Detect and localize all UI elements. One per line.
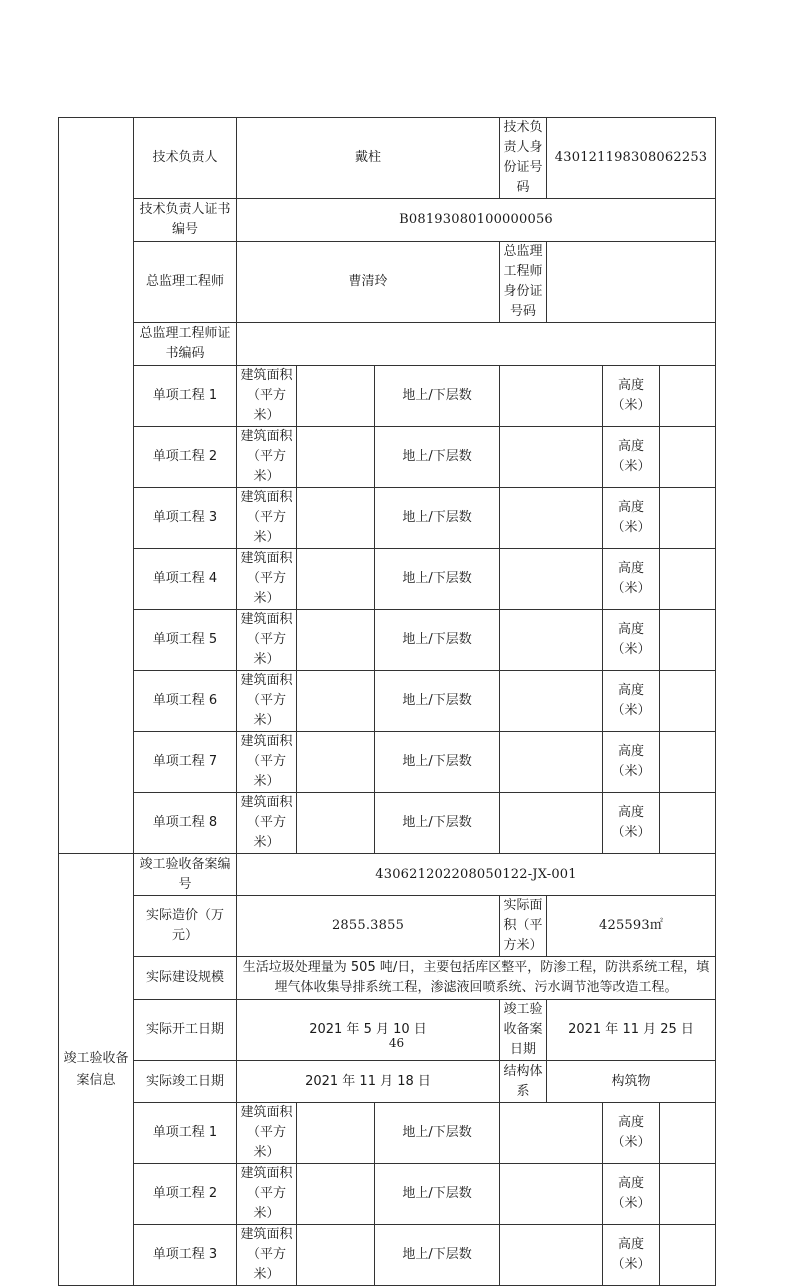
- area-value: [297, 793, 375, 854]
- project-info-table: [58, 117, 716, 1286]
- area-label: [237, 549, 297, 610]
- area-label-line2: （平方米）: [246, 388, 286, 423]
- structure-label: 结构体系: [500, 1061, 547, 1103]
- sub-project-row: [59, 1164, 716, 1225]
- floors-value: [500, 793, 603, 854]
- table-row: [59, 1000, 716, 1061]
- area-label-line1: 建筑面积: [240, 1227, 293, 1242]
- height-label-line1: 高度: [618, 744, 645, 759]
- height-value: [660, 1103, 716, 1164]
- area-label-line2: （平方米）: [246, 693, 286, 728]
- tech-lead-name: 戴柱: [237, 118, 500, 199]
- floors-label: 地上/下层数: [375, 1164, 500, 1225]
- height-label-line1: 高度: [618, 378, 645, 393]
- area-label-line1: 建筑面积: [240, 1105, 293, 1120]
- area-label-line2: （平方米）: [246, 571, 286, 606]
- record-date-label: 竣工验收备案日期: [500, 1000, 547, 1061]
- height-label-line2: （米）: [611, 1135, 651, 1150]
- sub-project-row: [59, 793, 716, 854]
- floors-label: 地上/下层数: [375, 427, 500, 488]
- height-label-line1: 高度: [618, 1176, 645, 1191]
- sub-project-name: 单项工程 8: [134, 793, 237, 854]
- area-label: [237, 488, 297, 549]
- floors-value: [500, 488, 603, 549]
- area-label-line1: 建筑面积: [240, 551, 293, 566]
- scale-value: 生活垃圾处理量为 505 吨/日，主要包括库区整平，防渗工程，防洪系统工程，填埋气体收集导排系统工程，渗滤液回喷系统、污水调节池等改造工程。: [237, 957, 716, 1000]
- height-label-line2: （米）: [611, 1257, 651, 1272]
- table-row: [59, 896, 716, 957]
- height-label-line2: （米）: [611, 398, 651, 413]
- area-value: [297, 366, 375, 427]
- sub-project-row: [59, 671, 716, 732]
- floors-value: [500, 549, 603, 610]
- chief-supervisor-id: [547, 242, 716, 323]
- design-section-cell: [59, 118, 134, 854]
- sub-project-name: 单项工程 2: [134, 427, 237, 488]
- record-no-label: 竣工验收备案编号: [134, 854, 237, 896]
- sub-project-row: [59, 610, 716, 671]
- sub-project-name: 单项工程 6: [134, 671, 237, 732]
- height-label: [603, 1225, 660, 1286]
- floors-value: [500, 1103, 603, 1164]
- area-label-line2: （平方米）: [246, 1125, 286, 1160]
- area-label-line2: （平方米）: [246, 449, 286, 484]
- floors-label: 地上/下层数: [375, 671, 500, 732]
- sub-project-name: 单项工程 1: [134, 1103, 237, 1164]
- height-value: [660, 549, 716, 610]
- chief-supervisor-id-label: 总监理工程师身份证号码: [500, 242, 547, 323]
- sub-project-name: 单项工程 4: [134, 549, 237, 610]
- height-value: [660, 610, 716, 671]
- area-value: [297, 1225, 375, 1286]
- tech-lead-label: 技术负责人: [134, 118, 237, 199]
- height-label: [603, 610, 660, 671]
- sub-project-name: 单项工程 3: [134, 488, 237, 549]
- height-value: [660, 671, 716, 732]
- height-value: [660, 427, 716, 488]
- table-row: [59, 854, 716, 896]
- table-row: [59, 118, 716, 199]
- area-label-line1: 建筑面积: [240, 1166, 293, 1181]
- scale-label: 实际建设规模: [134, 957, 237, 1000]
- chief-supervisor-name: 曹清玲: [237, 242, 500, 323]
- height-label: [603, 427, 660, 488]
- sub-project-row: [59, 549, 716, 610]
- record-no: 430621202208050122-JX-001: [237, 854, 716, 896]
- area-label: [237, 793, 297, 854]
- area-label-line1: 建筑面积: [240, 368, 293, 383]
- height-label: [603, 671, 660, 732]
- area-label-line1: 建筑面积: [240, 795, 293, 810]
- area-label: [237, 1103, 297, 1164]
- tech-lead-cert: B08193080100000056: [237, 199, 716, 242]
- area-label-line2: （平方米）: [246, 815, 286, 850]
- floors-value: [500, 671, 603, 732]
- floors-label: 地上/下层数: [375, 366, 500, 427]
- sub-project-name: 单项工程 5: [134, 610, 237, 671]
- area-value: [297, 427, 375, 488]
- sub-project-row: [59, 732, 716, 793]
- area-label-line1: 建筑面积: [240, 612, 293, 627]
- cost-value: 2855.3855: [237, 896, 500, 957]
- table-row: [59, 323, 716, 366]
- height-value: [660, 488, 716, 549]
- actual-area-value: 425593㎡: [547, 896, 716, 957]
- area-label-line2: （平方米）: [246, 632, 286, 667]
- height-label-line1: 高度: [618, 622, 645, 637]
- area-label-line2: （平方米）: [246, 754, 286, 789]
- sub-project-name: 单项工程 7: [134, 732, 237, 793]
- floors-label: 地上/下层数: [375, 732, 500, 793]
- height-label-line2: （米）: [611, 459, 651, 474]
- area-label: [237, 366, 297, 427]
- height-label-line2: （米）: [611, 520, 651, 535]
- acceptance-section-label: 竣工验收备案信息: [59, 854, 134, 1286]
- height-label-line1: 高度: [618, 561, 645, 576]
- area-value: [297, 671, 375, 732]
- area-label: [237, 427, 297, 488]
- table-row: [59, 1061, 716, 1103]
- sub-project-row: [59, 366, 716, 427]
- cost-label: 实际造价（万元）: [134, 896, 237, 957]
- finish-date: 2021 年 11 月 18 日: [237, 1061, 500, 1103]
- sub-project-name: 单项工程 3: [134, 1225, 237, 1286]
- height-label: [603, 732, 660, 793]
- area-value: [297, 488, 375, 549]
- height-label: [603, 1103, 660, 1164]
- sub-project-row: [59, 1103, 716, 1164]
- height-label: [603, 793, 660, 854]
- floors-label: 地上/下层数: [375, 1103, 500, 1164]
- area-value: [297, 1164, 375, 1225]
- sub-project-name: 单项工程 1: [134, 366, 237, 427]
- height-label-line2: （米）: [611, 1196, 651, 1211]
- floors-value: [500, 427, 603, 488]
- area-label: [237, 1164, 297, 1225]
- area-label-line2: （平方米）: [246, 1247, 286, 1282]
- floors-label: 地上/下层数: [375, 488, 500, 549]
- record-date: 2021 年 11 月 25 日: [547, 1000, 716, 1061]
- height-label-line2: （米）: [611, 764, 651, 779]
- area-label-line1: 建筑面积: [240, 490, 293, 505]
- sub-project-row: [59, 1225, 716, 1286]
- actual-area-label: 实际面积（平方米）: [500, 896, 547, 957]
- height-value: [660, 366, 716, 427]
- height-label: [603, 366, 660, 427]
- height-value: [660, 732, 716, 793]
- height-label-line2: （米）: [611, 642, 651, 657]
- area-value: [297, 1103, 375, 1164]
- height-value: [660, 1164, 716, 1225]
- area-value: [297, 610, 375, 671]
- tech-lead-id-label: 技术负责人身份证号码: [500, 118, 547, 199]
- height-label-line1: 高度: [618, 805, 645, 820]
- table-body: [59, 118, 716, 1286]
- area-value: [297, 732, 375, 793]
- area-label-line1: 建筑面积: [240, 429, 293, 444]
- area-label: [237, 610, 297, 671]
- height-label-line1: 高度: [618, 1115, 645, 1130]
- area-label-line2: （平方米）: [246, 510, 286, 545]
- height-label-line2: （米）: [611, 703, 651, 718]
- floors-value: [500, 610, 603, 671]
- sub-project-row: [59, 427, 716, 488]
- height-label-line1: 高度: [618, 683, 645, 698]
- start-date-label: 实际开工日期: [134, 1000, 237, 1061]
- finish-date-label: 实际竣工日期: [134, 1061, 237, 1103]
- start-date: 2021 年 5 月 10 日: [237, 1000, 500, 1061]
- floors-label: 地上/下层数: [375, 610, 500, 671]
- floors-label: 地上/下层数: [375, 793, 500, 854]
- table-row: [59, 957, 716, 1000]
- chief-supervisor-label: 总监理工程师: [134, 242, 237, 323]
- floors-value: [500, 1164, 603, 1225]
- area-label-line2: （平方米）: [246, 1186, 286, 1221]
- floors-value: [500, 1225, 603, 1286]
- height-label-line2: （米）: [611, 825, 651, 840]
- height-label: [603, 488, 660, 549]
- floors-label: 地上/下层数: [375, 549, 500, 610]
- floors-label: 地上/下层数: [375, 1225, 500, 1286]
- height-label-line1: 高度: [618, 500, 645, 515]
- area-value: [297, 549, 375, 610]
- page-number: 46: [388, 1036, 405, 1050]
- area-label: [237, 671, 297, 732]
- floors-value: [500, 366, 603, 427]
- height-label-line1: 高度: [618, 1237, 645, 1252]
- height-label: [603, 1164, 660, 1225]
- height-value: [660, 1225, 716, 1286]
- area-label-line1: 建筑面积: [240, 734, 293, 749]
- table-row: [59, 199, 716, 242]
- sub-project-row: [59, 488, 716, 549]
- height-value: [660, 793, 716, 854]
- area-label-line1: 建筑面积: [240, 673, 293, 688]
- area-label: [237, 732, 297, 793]
- table-row: [59, 242, 716, 323]
- height-label-line2: （米）: [611, 581, 651, 596]
- chief-supervisor-cert: [237, 323, 716, 366]
- tech-lead-id: 430121198308062253: [547, 118, 716, 199]
- floors-value: [500, 732, 603, 793]
- sub-project-name: 单项工程 2: [134, 1164, 237, 1225]
- chief-supervisor-cert-label: 总监理工程师证书编码: [134, 323, 237, 366]
- tech-lead-cert-label: 技术负责人证书编号: [134, 199, 237, 242]
- height-label-line1: 高度: [618, 439, 645, 454]
- height-label: [603, 549, 660, 610]
- area-label: [237, 1225, 297, 1286]
- structure-value: 构筑物: [547, 1061, 716, 1103]
